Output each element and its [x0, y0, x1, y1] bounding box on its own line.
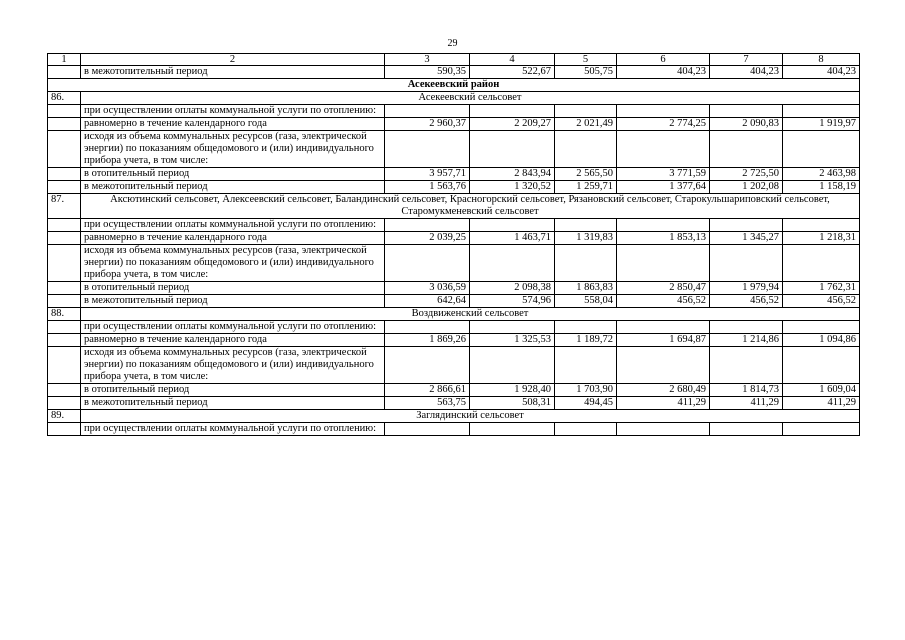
section-title: Асекеевский сельсовет — [81, 92, 860, 105]
value-cell: 456,52 — [710, 295, 783, 308]
value-cell — [385, 219, 470, 232]
value-cell — [470, 219, 555, 232]
value-cell — [783, 321, 860, 334]
value-cell — [555, 105, 617, 118]
row-label: в отопительный период — [81, 282, 385, 295]
district-row — [48, 79, 860, 92]
section-row — [48, 92, 860, 105]
text-row — [48, 245, 860, 282]
section-row — [48, 308, 860, 321]
value-cell — [385, 347, 470, 384]
value-cell: 1 863,83 — [555, 282, 617, 295]
value-cell — [555, 423, 617, 436]
value-cell: 2 960,37 — [385, 118, 470, 131]
column-number-cell: 7 — [710, 54, 783, 66]
value-cell: 1 345,27 — [710, 232, 783, 245]
value-cell: 2 774,25 — [617, 118, 710, 131]
column-number-cell: 8 — [783, 54, 860, 66]
section-index: 89. — [48, 410, 81, 423]
row-label: при осуществлении оплаты коммунальной услуги по отоплению: — [81, 219, 385, 232]
column-number-cell: 1 — [48, 54, 81, 66]
value-cell: 411,29 — [783, 397, 860, 410]
value-cell: 2 098,38 — [470, 282, 555, 295]
value-cell: 2 843,94 — [470, 168, 555, 181]
index-cell — [48, 219, 81, 232]
value-cell — [470, 347, 555, 384]
text-row — [48, 321, 860, 334]
value-cell — [470, 245, 555, 282]
index-cell — [48, 131, 81, 168]
value-cell: 2 850,47 — [617, 282, 710, 295]
value-cell: 1 325,53 — [470, 334, 555, 347]
section-row — [48, 410, 860, 423]
district-title: Асекеевский район — [48, 79, 860, 92]
value-cell: 411,29 — [710, 397, 783, 410]
index-cell — [48, 232, 81, 245]
value-cell — [710, 423, 783, 436]
value-cell — [385, 105, 470, 118]
value-cell — [470, 131, 555, 168]
row-label: в отопительный период — [81, 384, 385, 397]
value-cell: 2 463,98 — [783, 168, 860, 181]
value-cell — [470, 321, 555, 334]
value-cell — [617, 321, 710, 334]
row-label: в межотопительный период — [81, 181, 385, 194]
table-row — [48, 118, 860, 131]
value-cell: 1 979,94 — [710, 282, 783, 295]
column-number-cell: 3 — [385, 54, 470, 66]
value-cell — [617, 219, 710, 232]
value-cell: 508,31 — [470, 397, 555, 410]
section-row — [48, 194, 860, 219]
value-cell — [617, 347, 710, 384]
row-label: при осуществлении оплаты коммунальной услуги по отоплению: — [81, 423, 385, 436]
value-cell: 1 094,86 — [783, 334, 860, 347]
value-cell: 1 202,08 — [710, 181, 783, 194]
value-cell — [710, 131, 783, 168]
table-row — [48, 397, 860, 410]
header-row — [48, 54, 860, 66]
index-cell — [48, 168, 81, 181]
value-cell — [617, 105, 710, 118]
value-cell: 404,23 — [617, 66, 710, 79]
row-label: равномерно в течение календарного года — [81, 232, 385, 245]
value-cell: 1 694,87 — [617, 334, 710, 347]
value-cell: 558,04 — [555, 295, 617, 308]
value-cell: 3 771,59 — [617, 168, 710, 181]
value-cell: 563,75 — [385, 397, 470, 410]
value-cell — [710, 245, 783, 282]
value-cell: 2 565,50 — [555, 168, 617, 181]
index-cell — [48, 295, 81, 308]
value-cell: 1 928,40 — [470, 384, 555, 397]
value-cell — [555, 219, 617, 232]
table-row — [48, 181, 860, 194]
value-cell: 456,52 — [617, 295, 710, 308]
tariff-table — [47, 53, 860, 436]
index-cell — [48, 334, 81, 347]
value-cell: 1 377,64 — [617, 181, 710, 194]
section-title: Заглядинский сельсовет — [81, 410, 860, 423]
value-cell — [470, 105, 555, 118]
value-cell: 1 762,31 — [783, 282, 860, 295]
value-cell: 456,52 — [783, 295, 860, 308]
row-label: равномерно в течение календарного года — [81, 334, 385, 347]
index-cell — [48, 347, 81, 384]
value-cell: 404,23 — [783, 66, 860, 79]
value-cell: 1 259,71 — [555, 181, 617, 194]
value-cell: 2 725,50 — [710, 168, 783, 181]
value-cell — [710, 321, 783, 334]
value-cell: 1 158,19 — [783, 181, 860, 194]
value-cell — [617, 131, 710, 168]
value-cell: 494,45 — [555, 397, 617, 410]
text-row — [48, 131, 860, 168]
section-index: 88. — [48, 308, 81, 321]
page-number: 29 — [447, 38, 458, 49]
value-cell: 1 463,71 — [470, 232, 555, 245]
value-cell — [555, 245, 617, 282]
row-label: в межотопительный период — [81, 295, 385, 308]
value-cell — [783, 219, 860, 232]
value-cell: 2 866,61 — [385, 384, 470, 397]
value-cell: 1 703,90 — [555, 384, 617, 397]
value-cell — [783, 245, 860, 282]
section-index: 86. — [48, 92, 81, 105]
index-cell — [48, 397, 81, 410]
table-row — [48, 168, 860, 181]
table-row — [48, 334, 860, 347]
value-cell — [710, 219, 783, 232]
value-cell: 522,67 — [470, 66, 555, 79]
text-row — [48, 347, 860, 384]
row-label: в межотопительный период — [81, 66, 385, 79]
index-cell — [48, 118, 81, 131]
value-cell: 1 814,73 — [710, 384, 783, 397]
value-cell: 1 189,72 — [555, 334, 617, 347]
index-cell — [48, 181, 81, 194]
value-cell: 1 853,13 — [617, 232, 710, 245]
index-cell — [48, 423, 81, 436]
value-cell — [783, 347, 860, 384]
value-cell: 505,75 — [555, 66, 617, 79]
row-label: исходя из объема коммунальных ресурсов (газа, электрической энергии) по показаниям общедомового и (или) индивидуального прибора учета, в том числе: — [81, 245, 385, 282]
row-label: исходя из объема коммунальных ресурсов (газа, электрической энергии) по показаниям общедомового и (или) индивидуального прибора учета, в том числе: — [81, 347, 385, 384]
column-number-cell: 2 — [81, 54, 385, 66]
index-cell — [48, 105, 81, 118]
value-cell — [783, 105, 860, 118]
value-cell — [617, 245, 710, 282]
value-cell: 1 218,31 — [783, 232, 860, 245]
value-cell — [555, 131, 617, 168]
value-cell: 1 563,76 — [385, 181, 470, 194]
value-cell — [783, 423, 860, 436]
value-cell — [783, 131, 860, 168]
value-cell: 1 609,04 — [783, 384, 860, 397]
section-title: Аксютинский сельсовет, Алексеевский сельсовет, Баландинский сельсовет, Красногорский сельсовет, Рязановский сельсовет, Старокульшариповский сельсовет, Старомукменевский сельсовет — [81, 194, 860, 219]
column-number-cell: 4 — [470, 54, 555, 66]
table-row — [48, 232, 860, 245]
index-cell — [48, 321, 81, 334]
section-index: 87. — [48, 194, 81, 219]
value-cell: 3 957,71 — [385, 168, 470, 181]
column-number-cell: 6 — [617, 54, 710, 66]
value-cell — [385, 321, 470, 334]
value-cell — [555, 347, 617, 384]
table-row — [48, 295, 860, 308]
value-cell — [385, 245, 470, 282]
row-label: при осуществлении оплаты коммунальной услуги по отоплению: — [81, 321, 385, 334]
value-cell: 2 209,27 — [470, 118, 555, 131]
value-cell — [555, 321, 617, 334]
value-cell: 2 680,49 — [617, 384, 710, 397]
row-label: исходя из объема коммунальных ресурсов (газа, электрической энергии) по показаниям общедомового и (или) индивидуального прибора учета, в том числе: — [81, 131, 385, 168]
value-cell: 3 036,59 — [385, 282, 470, 295]
value-cell: 404,23 — [710, 66, 783, 79]
table-row — [48, 384, 860, 397]
table-row — [48, 66, 860, 79]
index-cell — [48, 245, 81, 282]
text-row — [48, 219, 860, 232]
table-row — [48, 282, 860, 295]
row-label: в межотопительный период — [81, 397, 385, 410]
index-cell — [48, 66, 81, 79]
text-row — [48, 423, 860, 436]
value-cell — [617, 423, 710, 436]
value-cell — [470, 423, 555, 436]
value-cell: 1 919,97 — [783, 118, 860, 131]
index-cell — [48, 384, 81, 397]
value-cell: 2 021,49 — [555, 118, 617, 131]
value-cell: 590,35 — [385, 66, 470, 79]
index-cell — [48, 282, 81, 295]
value-cell: 1 214,86 — [710, 334, 783, 347]
text-row — [48, 105, 860, 118]
column-number-cell: 5 — [555, 54, 617, 66]
value-cell: 1 320,52 — [470, 181, 555, 194]
value-cell: 411,29 — [617, 397, 710, 410]
value-cell: 2 090,83 — [710, 118, 783, 131]
value-cell: 642,64 — [385, 295, 470, 308]
section-title: Воздвиженский сельсовет — [81, 308, 860, 321]
value-cell: 1 869,26 — [385, 334, 470, 347]
value-cell — [385, 423, 470, 436]
row-label: равномерно в течение календарного года — [81, 118, 385, 131]
row-label: при осуществлении оплаты коммунальной услуги по отоплению: — [81, 105, 385, 118]
value-cell — [385, 131, 470, 168]
value-cell: 1 319,83 — [555, 232, 617, 245]
value-cell: 2 039,25 — [385, 232, 470, 245]
value-cell: 574,96 — [470, 295, 555, 308]
value-cell — [710, 347, 783, 384]
value-cell — [710, 105, 783, 118]
row-label: в отопительный период — [81, 168, 385, 181]
